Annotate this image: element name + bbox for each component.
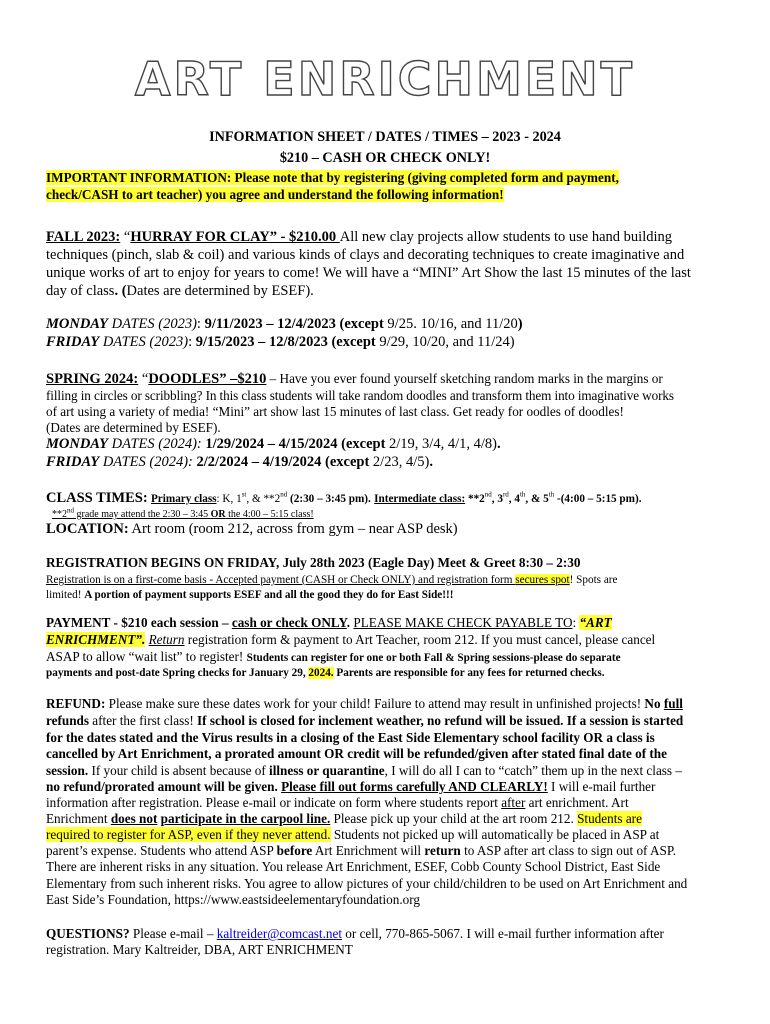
refund-text-6c: I will e-mail further: [547, 779, 656, 794]
payment-text-3b: Students can register for one or both Fall & Spring sessions-please do separate: [246, 652, 621, 664]
fall-desc-4a: day of class: [46, 283, 115, 299]
secures-spot: secures spot: [515, 574, 570, 586]
spring-monday-range: 1/29/2024 – 4/15/2024 (except: [201, 436, 390, 452]
important-line-1: [46, 170, 736, 186]
refund-line-6: [46, 779, 736, 795]
fall-friday-label: FRIDAY: [46, 334, 100, 350]
fall-monday-label: MONDAY: [46, 316, 109, 332]
fall-monday-close: ): [517, 316, 523, 332]
refund-line-1: [46, 696, 736, 712]
registration-line-1: [46, 572, 736, 588]
second-grade-note-a: **2: [52, 509, 67, 520]
refund-line-7: [46, 795, 736, 811]
refund-full: full: [663, 696, 683, 711]
questions-line-2: registration. Mary Kaltreider, DBA, ART ENRICHMENT: [46, 942, 353, 957]
spring-monday-label: MONDAY: [46, 436, 109, 452]
intermediate-class-time: -(4:00 – 5:15 pm).: [554, 493, 642, 505]
questions-text-1b: or cell, 770-865-5067. I will e-mail further information after: [342, 926, 664, 941]
payment-text-1e: :: [572, 615, 580, 630]
fall-friday-dates: [46, 334, 736, 350]
refund-text-8a: Enrichment: [46, 811, 111, 826]
refund-fill-out-forms: Please fill out forms carefully AND CLEARLY!: [281, 779, 548, 794]
fall-desc-1: All new clay projects allow students to use hand building: [339, 229, 673, 245]
registration-heading: REGISTRATION BEGINS ON FRIDAY, July 28th 2023 (Eagle Day) Meet & Greet 8:30 – 2:30: [46, 555, 581, 570]
email-link[interactable]: kaltreider@comcast.net: [216, 926, 342, 941]
fall-label: FALL 2023:: [46, 229, 121, 245]
spring-title: DOODLES” –$210: [148, 371, 267, 387]
questions-line-1: [46, 926, 736, 942]
spring-monday-dates-label: DATES (2024):: [108, 436, 202, 452]
payment-line-2: [46, 632, 736, 648]
fall-monday-except: 9/25. 10/16, and 11/20: [387, 316, 518, 332]
intermediate-text-a: **2: [465, 493, 485, 505]
fall-desc-4c: Dates are determined by ESEF).: [126, 283, 314, 299]
refund-text-2c: If school is closed for inclement weather, no refund will be issued. If a session is started: [197, 713, 684, 728]
payment-text-1c: .: [346, 615, 354, 630]
important-text-2: check/CASH to art teacher) you agree and understand the following information!: [46, 187, 504, 202]
intermediate-sup-2: rd: [502, 490, 509, 499]
fall-friday-except: 9/29, 10/20, and 11/24): [379, 334, 515, 350]
refund-line-10: [46, 843, 736, 859]
payment-line-3: [46, 649, 736, 666]
registration-text-1a: Registration is on a first-come basis - Accepted payment (CASH or Check ONLY) and registration form: [46, 574, 516, 586]
refund-line-11: There are inherent risks in any situation. You release Art Enrichment, ESEF, Cobb County School District, East Side: [46, 859, 661, 874]
spring-quote: “: [138, 371, 149, 387]
refund-line-4: cancelled by Art Enrichment, a prorated amount OR credit will be refunded/given after stated final date of the: [46, 746, 667, 761]
spring-desc-3: of art using a variety of media! “Mini” art show last 15 minutes of last class. Get ready for oodles of doodles!: [46, 404, 624, 419]
spring-monday-dates: [46, 436, 736, 452]
refund-text-7c: art enrichment. Art: [525, 795, 629, 810]
spring-friday-dates-label: DATES (2024):: [99, 454, 193, 470]
refund-text-10c: Art Enrichment will: [312, 843, 425, 858]
payment-art-1: “ART: [579, 615, 612, 630]
refund-line-13: East Side’s Foundation, https://www.eastsideelementaryfoundation.org: [46, 892, 420, 907]
refund-text-5d: , I will do all I can to “catch” them up in the next class –: [384, 763, 682, 778]
payment-line-1: [46, 615, 736, 631]
second-grade-note-b: grade may attend the 2:30 – 3:45: [74, 509, 211, 520]
refund-text-5b: If your child is absent because of: [88, 763, 270, 778]
fall-desc-4: [46, 283, 736, 299]
fall-quote: “: [120, 229, 131, 245]
refund-text-10e: to ASP after art class to sign out of ASP.: [460, 843, 677, 858]
spring-monday-close: .: [496, 436, 501, 452]
refund-after: after: [501, 795, 526, 810]
location-line: [46, 521, 736, 537]
spring-monday-except: 2/19, 3/4, 4/1, 4/8): [389, 436, 497, 452]
second-grade-note-c: the 4:00 – 5:15 class!: [225, 509, 314, 520]
primary-sup-2: nd: [280, 490, 288, 499]
registration-text-2b: A portion of payment supports ESEF and all the good they do for East Side!!!: [84, 589, 454, 601]
refund-text-1b: Please make sure these dates work for your child! Failure to attend may result in unfinished projects!: [105, 696, 645, 711]
spring-friday-label: FRIDAY: [46, 454, 100, 470]
spring-line-1: [46, 371, 736, 387]
important-line-2: [46, 187, 736, 203]
primary-class-text-a: : K, 1: [216, 493, 242, 505]
refund-line-8: [46, 811, 736, 827]
primary-class-text-b: , & **2: [246, 493, 281, 505]
payment-payable-to: PLEASE MAKE CHECK PAYABLE TO: [353, 615, 573, 630]
payment-return: Return: [148, 632, 185, 647]
registration-line-2: [46, 587, 736, 603]
payment-text-3a: ASAP to allow “wait list” to register!: [46, 649, 247, 664]
art-enrichment-banner: ART ENRICHMENT: [134, 52, 636, 106]
class-times-line: [46, 490, 736, 507]
fall-monday-dates-label: DATES (2023): [108, 316, 197, 332]
important-text-1: IMPORTANT INFORMATION: Please note that by registering (giving completed form and payment,: [46, 170, 619, 185]
intermediate-class-label: Intermediate class:: [374, 493, 466, 505]
refund-no: No: [644, 696, 664, 711]
refund-students-are: Students are: [577, 811, 642, 826]
refund-carpool: participate in the carpool line.: [160, 811, 331, 826]
refund-line-2: [46, 713, 736, 729]
payment-line-4: [46, 665, 736, 681]
fall-desc-3: unique works of art to enjoy for years to come! We will have a “MINI” Art Show the last 15 minutes of the last: [46, 265, 691, 281]
refund-before: before: [276, 843, 313, 858]
primary-class-time: (2:30 – 3:45 pm).: [287, 493, 371, 505]
registration-text-1c: ! Spots are: [569, 574, 618, 586]
registration-text-2a: limited!: [46, 589, 85, 601]
refund-line-9: [46, 827, 736, 843]
payment-cash-check: cash or check ONLY: [231, 615, 347, 630]
payment-art-2: ENRICHMENT”.: [46, 632, 146, 647]
intermediate-text-c: , 4: [508, 493, 520, 505]
second-grade-note-sup: nd: [67, 506, 74, 515]
spring-friday-except: 2/23, 4/5): [372, 454, 430, 470]
header-line-1: INFORMATION SHEET / DATES / TIMES – 2023 - 2024: [209, 129, 561, 145]
payment-text-4c: Parents are responsible for any fees for returned checks.: [333, 667, 605, 679]
questions-text-1a: Please e-mail –: [129, 926, 217, 941]
spring-desc-1: – Have you ever found yourself sketching random marks in the margins or: [266, 371, 663, 386]
fall-desc-4b: . (: [114, 283, 127, 299]
refund-line-3: for the dates stated and the Virus results in a closing of the East Side Elementary school facility OR a class is: [46, 730, 655, 745]
spring-friday-range: 2/2/2024 – 4/19/2024 (except: [192, 454, 373, 470]
location-text: Art room (room 212, across from gym – near ASP desk): [128, 521, 458, 537]
location-label: LOCATION:: [46, 521, 129, 537]
fall-title: HURRAY FOR CLAY” - $210.00: [130, 229, 340, 245]
fall-desc-2: techniques (pinch, slab & coil) and various kinds of clays and decorating techniques to create imaginative and: [46, 247, 685, 263]
intermediate-text-d: , & 5: [525, 493, 549, 505]
refund-return: return: [424, 843, 461, 858]
refund-text-2b: after the first class!: [89, 713, 198, 728]
fall-monday-colon: :: [196, 316, 205, 332]
fall-line-1: [46, 229, 736, 245]
payment-2024: 2024.: [308, 667, 334, 679]
refund-illness: illness or quarantine: [269, 763, 385, 778]
spring-desc-4: (Dates are determined by ESEF).: [46, 420, 221, 435]
refund-text-8e: Please pick up your child at the art room 212.: [330, 811, 578, 826]
primary-class-label: Primary class: [150, 493, 217, 505]
spring-desc-2: filling in circles or scribbling? In this class students will take random doodles and transform them into imaginative works: [46, 388, 674, 403]
payment-text-4a: payments and post-date Spring checks for January 29,: [46, 667, 309, 679]
questions-label: QUESTIONS?: [46, 926, 130, 941]
spring-friday-close: .: [429, 454, 433, 470]
refund-text-7a: information after registration. Please e-mail or indicate on form where students report: [46, 795, 502, 810]
spring-friday-dates: [46, 454, 736, 470]
intermediate-sup-3: th: [519, 490, 526, 499]
fall-friday-range: 9/15/2023 – 12/8/2023 (except: [195, 334, 380, 350]
refund-text-9b: Students not picked up will automatically be placed in ASP at: [330, 827, 660, 842]
refund-line-5: [46, 763, 736, 779]
payment-text-2d: registration form & payment to Art Teacher, room 212. If you must cancel, please cancel: [184, 632, 656, 647]
second-grade-note-or: OR: [210, 509, 226, 520]
refund-line-12: Elementary from such inherent risks. You agree to allow pictures of your child/children to be used on Art Enrichment and: [46, 876, 688, 891]
spring-label: SPRING 2024:: [46, 371, 139, 387]
fall-monday-dates: [46, 316, 736, 332]
intermediate-sup-4: th: [548, 490, 555, 499]
header-line-2: $210 – CASH OR CHECK ONLY!: [279, 150, 491, 166]
refund-label: REFUND:: [46, 696, 106, 711]
payment-text-1a: PAYMENT - $210 each session –: [46, 615, 232, 630]
fall-monday-range: 9/11/2023 – 12/4/2023 (except: [204, 316, 388, 332]
intermediate-sup-1: nd: [484, 490, 492, 499]
refund-session: session.: [46, 763, 89, 778]
intermediate-text-b: , 3: [491, 493, 503, 505]
refund-text-6a: no refund/prorated amount will be given.: [46, 779, 282, 794]
class-times-label: CLASS TIMES:: [46, 490, 148, 506]
primary-sup-1: st: [241, 490, 247, 499]
refund-asp-required: required to register for ASP, even if they never attend.: [46, 827, 331, 842]
fall-friday-dates-label: DATES (2023): [99, 334, 189, 350]
fall-friday-colon: :: [188, 334, 196, 350]
refund-does-not: does not: [110, 811, 158, 826]
refund-text-10a: parent’s expense. Students who attend ASP: [46, 843, 277, 858]
refund-refunds: refunds: [46, 713, 89, 728]
